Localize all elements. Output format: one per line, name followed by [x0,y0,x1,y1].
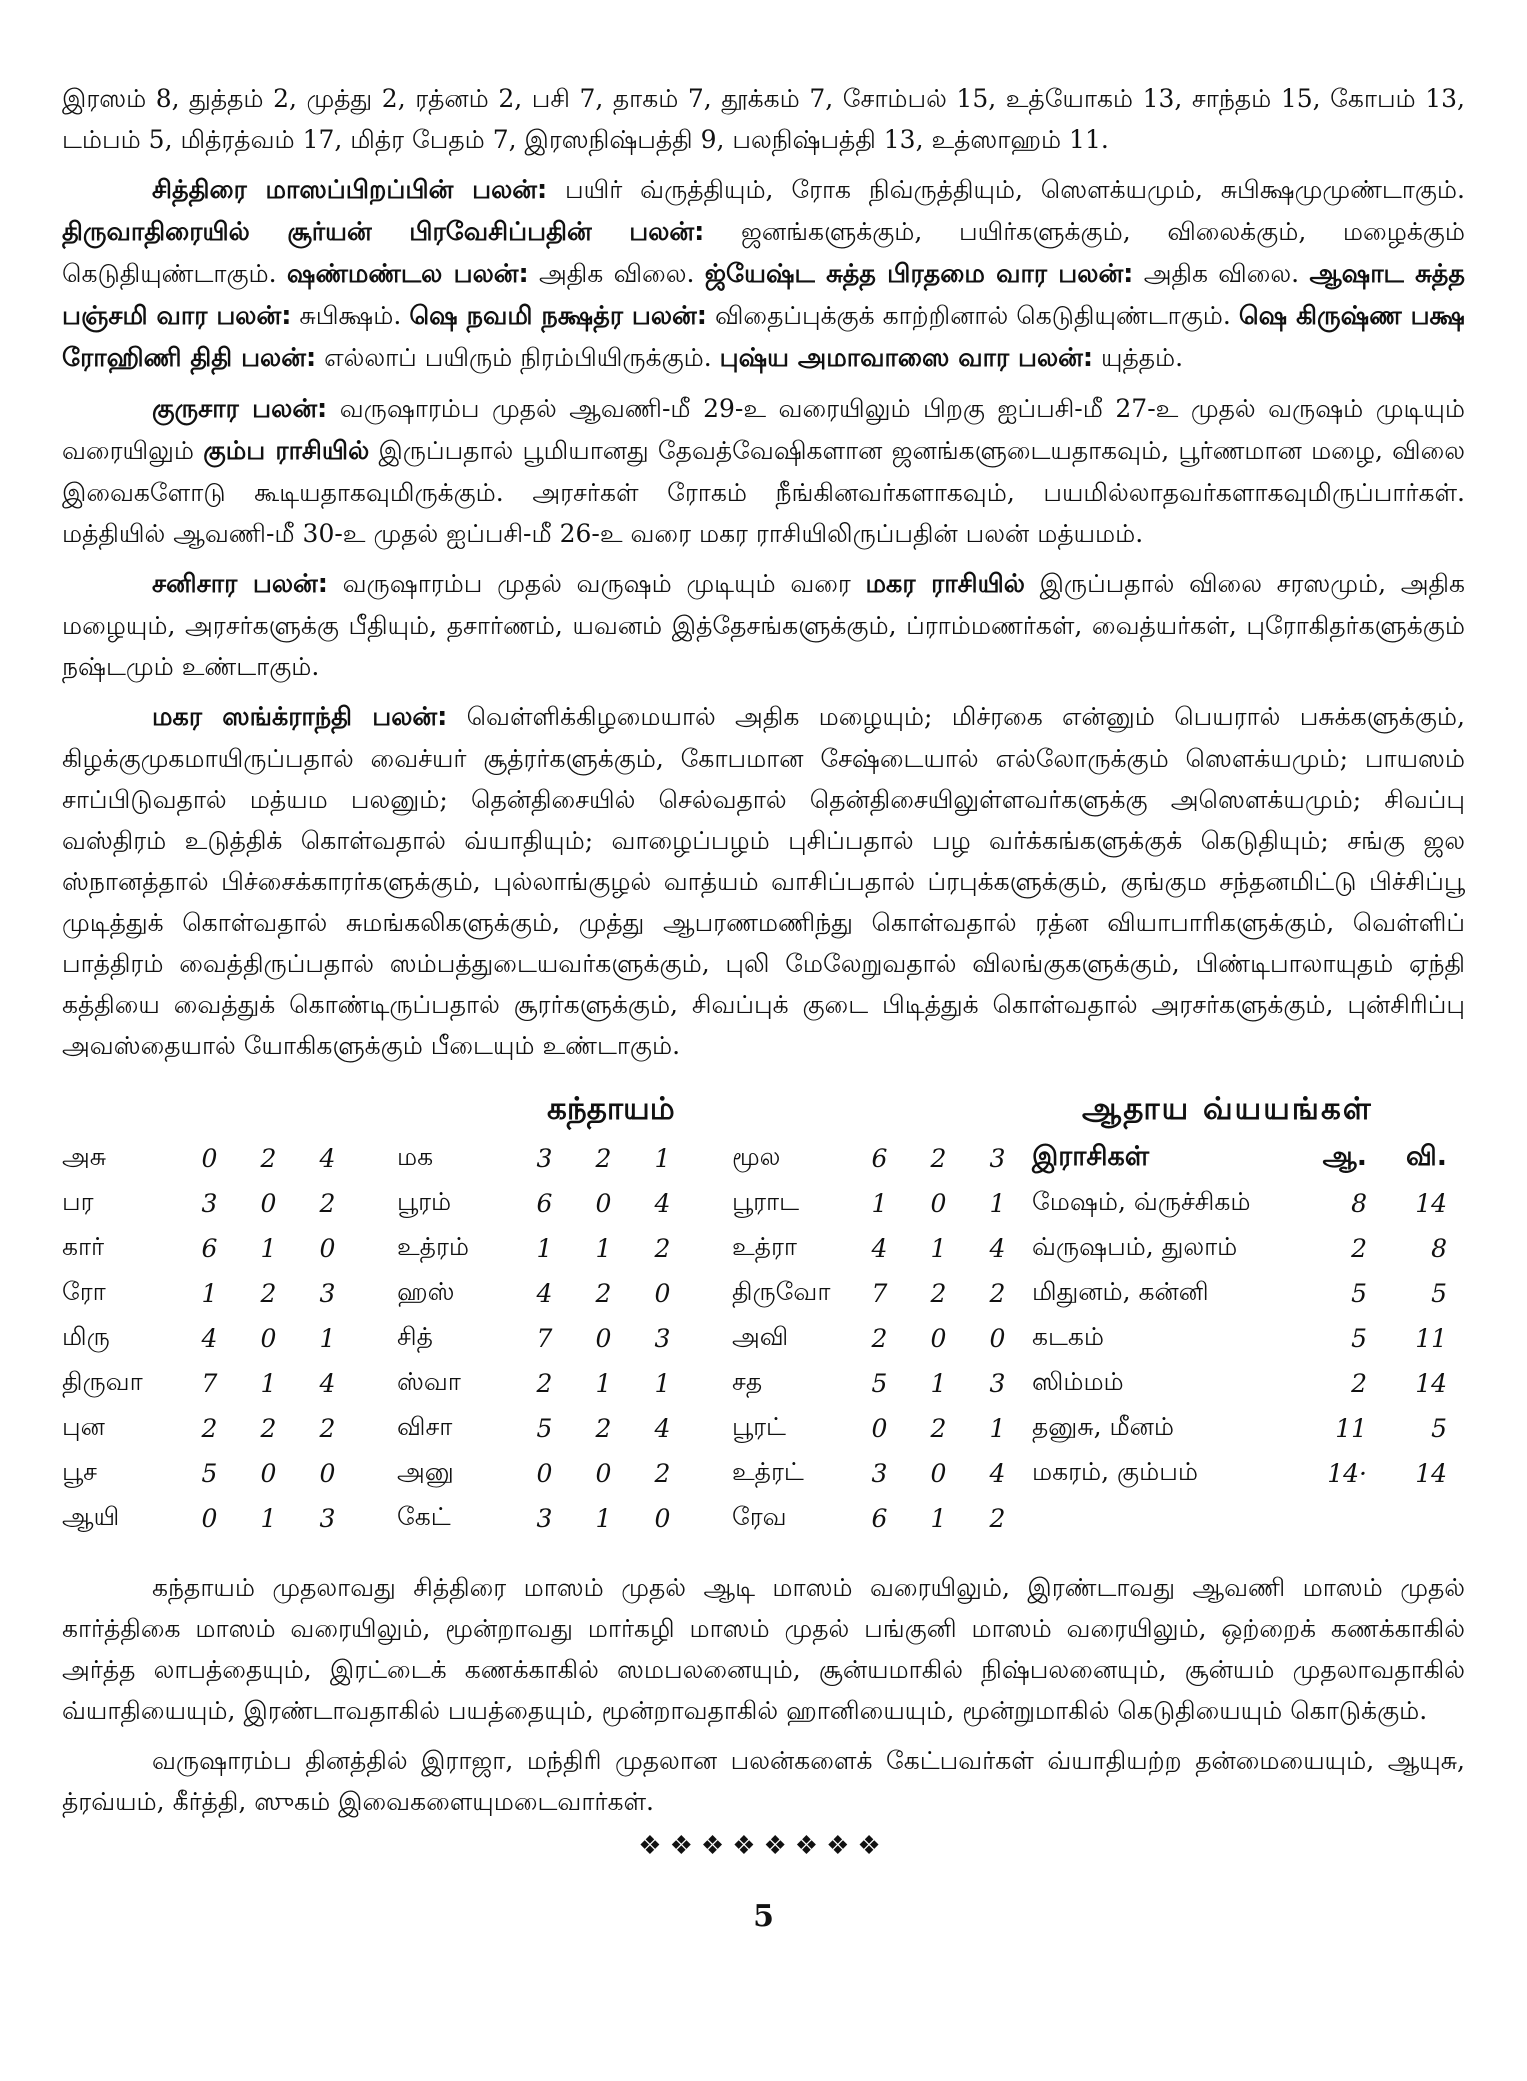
value-cell: 3 [536,1144,553,1173]
value-cell: 0 [595,1189,612,1218]
value-cell: 1 [989,1414,1006,1443]
value-cell: 5 [536,1414,553,1443]
value-cell: 2 [654,1459,671,1488]
value-cell: 2 [260,1279,277,1308]
value-cell: 2 [319,1414,336,1443]
nakshatra-cell: பூரட் [732,1412,786,1441]
rasi-cell: கடகம் [1032,1322,1104,1351]
nakshatra-cell: புன [62,1412,105,1441]
value-cell: 0 [930,1459,947,1488]
nakshatra-cell: பூரம் [397,1187,452,1216]
value-cell: 2 [595,1279,612,1308]
nakshatra-cell: பூச [62,1457,97,1486]
value-cell: 2 [260,1414,277,1443]
table-row [1032,1361,1447,1406]
value-cell: 1 [930,1234,947,1263]
value-cell: 6 [871,1504,888,1533]
nakshatra-cell: சித் [397,1322,433,1351]
ornament-divider: ❖❖❖❖❖❖❖❖ [638,1831,889,1861]
nakshatra-cell: ஆயி [62,1502,120,1531]
table-row [62,1496,1027,1541]
value-cell: 3 [201,1189,218,1218]
table-row [1032,1181,1447,1226]
nakshatra-cell: ரோ [62,1277,106,1306]
aayam-cell: 8 [1351,1189,1367,1218]
value-cell: 6 [201,1234,218,1263]
value-cell: 3 [319,1504,336,1533]
value-cell: 7 [536,1324,553,1353]
nakshatra-cell: விசா [397,1412,453,1441]
value-cell: 0 [595,1459,612,1488]
value-cell: 4 [654,1189,671,1218]
value-cell: 2 [989,1504,1006,1533]
rasi-cell: மிதுனம், கன்னி [1032,1277,1209,1306]
nakshatra-cell: உத்ரா [732,1232,797,1261]
table-row [62,1406,1027,1451]
vyayam-cell: 5 [1431,1279,1447,1308]
value-cell: 0 [260,1324,277,1353]
value-cell: 2 [595,1144,612,1173]
heading-thiruvathirai: திருவாதிரையில் சூர்யன் பிரவேசிப்பதின் பலன்: [62,217,705,247]
vyayam-cell: 14 [1415,1189,1447,1218]
table-row [1032,1271,1447,1316]
value-cell: 0 [260,1189,277,1218]
nakshatra-cell: மக [397,1142,434,1171]
athaya-title: ஆதாய வ்யயங்கள் [1082,1091,1373,1127]
athaya-header-row [1032,1136,1447,1181]
value-cell: 6 [536,1189,553,1218]
value-cell: 3 [536,1504,553,1533]
value-cell: 1 [260,1234,277,1263]
value-cell: 2 [930,1279,947,1308]
table-row [1032,1406,1447,1451]
table-row [62,1361,1027,1406]
value-cell: 3 [871,1459,888,1488]
vyayam-cell: 5 [1431,1414,1447,1443]
value-cell: 4 [319,1144,336,1173]
vyayam-cell: 14 [1415,1369,1447,1398]
nakshatra-cell: அசு [62,1142,107,1171]
rasi-cell: மேஷம், வ்ருச்சிகம் [1032,1187,1251,1216]
athaya-table [1032,1136,1447,1496]
sanisara-paragraph: சனிசார பலன்: வருஷாரம்ப முதல் வருஷம் முடியும் வரை மகர ராசியில் இருப்பதால் விலை சரஸமும், அதிக மழையும், அரசர்களுக்கு பீதியும், தசார்ணம், யவனம் இத்தேசங்களுக்கும், ப்ராம்மணர்கள், வைத்யர்கள், புரோகிதர்களுக்கும் நஷ்டமும் உண்டாகும். [62,569,1466,681]
value-cell: 0 [595,1324,612,1353]
sankranthi-paragraph: மகர ஸங்க்ராந்தி பலன்: வெள்ளிக்கிழமையால் அதிக மழையும்; மிச்ரகை என்னும் பெயரால் பசுக்களுக்கும், கிழக்குமுகமாயிருப்பதால் வைச்யர் சூத்ரர்களுக்கும், கோபமான சேஷ்டையால் எல்லோருக்கும் ஸௌக்யமும்; பாயஸம் சாப்பிடுவதால் மத்யம பலனும்; தென்திசையில் செல்வதால் தென்திசையிலுள்ளவர்களுக்கு அஸௌக்யமும்; சிவப்பு வஸ்திரம் உடுத்திக் கொள்வதால் வ்யாதியும்; வாழைப்பழம் புசிப்பதால் பழ வர்க்கங்களுக்குக் கெடுதியும்; சங்கு ஜல ஸ்நானத்தால் பிச்சைக்காரர்களுக்கும், புல்லாங்குழல் வாத்யம் வாசிப்பதால் ப்ரபுக்களுக்கும், குங்கும சந்தனமிட்டு பிச்சிப்பூ முடித்துக் கொள்வதால் சுமங்கலிகளுக்கும், முத்து ஆபரணமணிந்து கொள்வதால் ரத்ன வியாபாரிகளுக்கும், வெள்ளிப் பாத்திரம் வைத்திருப்பதால் ஸம்பத்துடையவர்களுக்கும், புலி மேலேறுவதால் விலங்குகளுக்கும், பிண்டிபாலாயுதம் ஏந்தி கத்தியை வைத்துக் கொண்டிருப்பதால் சூரர்களுக்கும், சிவப்புக் குடை பிடித்துக் கொள்வதால் அரசர்களுக்கும், புன்சிரிப்பு அவஸ்தையால் யோகிகளுக்கும் பீடையும் உண்டாகும். [62,702,1465,1060]
value-cell: 1 [536,1234,553,1263]
nakshatra-cell: அவி [732,1322,789,1351]
value-cell: 0 [319,1234,336,1263]
value-cell: 0 [989,1324,1006,1353]
value-cell: 4 [536,1279,553,1308]
kanthayam-table [62,1136,1027,1541]
table-row [62,1271,1027,1316]
table-row [62,1136,1027,1181]
nakshatra-cell: கேட் [397,1502,451,1531]
value-cell: 2 [871,1324,888,1353]
aayam-cell: 2 [1351,1234,1367,1263]
value-cell: 0 [201,1504,218,1533]
aayam-cell: 14· [1327,1459,1367,1488]
value-cell: 4 [201,1324,218,1353]
value-cell: 2 [319,1189,336,1218]
table-row [1032,1451,1447,1496]
value-cell: 0 [654,1279,671,1308]
value-cell: 3 [319,1279,336,1308]
value-cell: 0 [930,1189,947,1218]
value-cell: 3 [989,1369,1006,1398]
value-cell: 0 [260,1459,277,1488]
heading-chithirai: சித்திரை மாஸப்பிறப்பின் பலன்: [152,175,548,205]
closing-paragraph: வருஷாரம்ப தினத்தில் இராஜா, மந்திரி முதலான பலன்களைக் கேட்பவர்கள் வ்யாதியற்ற தன்மையையும், ஆயுசு, த்ரவ்யம், கீர்த்தி, ஸுகம் இவைகளையுமடைவார்கள். [62,1746,1465,1816]
value-cell: 0 [654,1504,671,1533]
heading-makara: மகர ராசியில் [865,569,1025,599]
value-cell: 5 [201,1459,218,1488]
table-row [1032,1316,1447,1361]
value-cell: 1 [654,1369,671,1398]
value-cell: 4 [871,1234,888,1263]
heading-jyeshta: ஜ்யேஷ்ட சுத்த பிரதமை வார பலன்: [704,259,1134,289]
value-cell: 0 [201,1144,218,1173]
header-vyayam: வி. [1406,1141,1447,1172]
heading-ashada: ஆஷாட சுத்த பஞ்சமி வார பலன்: [62,259,1465,331]
table-row [1032,1226,1447,1271]
athaya-section [1032,1082,1465,1541]
gurusara-paragraph: குருசார பலன்: வருஷாரம்ப முதல் ஆவணி-மீ 29-உ வரையிலும் பிறகு ஐப்பசி-மீ 27-உ முதல் வருஷம் முடியும் வரையிலும் கும்ப ராசியில் இருப்பதால் பூமியானது தேவத்வேஷிகளான ஜனங்களுடையதாகவும், பூர்ணமான மழை, விலை இவைகளோடு கூடியதாகவுமிருக்கும். அரசர்கள் ரோகம் நீங்கினவர்களாகவும், பயமில்லாதவர்களாகவுமிருப்பார்கள். மத்தியில் ஆவணி-மீ 30-உ முதல் ஐப்பசி-மீ 26-உ வரை மகர ராசியிலிருப்பதின் பலன் மத்யமம். [62,394,1465,548]
vyayam-cell: 11 [1415,1324,1447,1353]
rasi-cell: தனுசு, மீனம் [1032,1412,1175,1441]
aayam-cell: 2 [1351,1369,1367,1398]
header-rasi: இராசிகள் [1032,1141,1150,1172]
table-row [62,1316,1027,1361]
value-cell: 2 [930,1144,947,1173]
tables-section [62,1082,1465,1541]
value-cell: 2 [654,1234,671,1263]
aayam-cell: 11 [1335,1414,1367,1443]
value-cell: 1 [654,1144,671,1173]
value-cell: 1 [595,1234,612,1263]
value-cell: 4 [654,1414,671,1443]
nakshatra-cell: அனு [397,1457,454,1486]
value-cell: 0 [536,1459,553,1488]
aayam-cell: 5 [1351,1279,1367,1308]
heading-gurusara: குருசார பலன்: [152,394,328,424]
vyayam-cell: 14 [1415,1459,1447,1488]
rasi-cell: ஸிம்மம் [1032,1367,1124,1396]
value-cell: 1 [930,1369,947,1398]
vyayam-cell: 8 [1431,1234,1447,1263]
table-row [62,1181,1027,1226]
nakshatra-cell: சத [732,1367,763,1396]
value-cell: 4 [989,1459,1006,1488]
table-row [62,1451,1027,1496]
value-cell: 2 [930,1414,947,1443]
value-cell: 2 [536,1369,553,1398]
aayam-cell: 5 [1351,1324,1367,1353]
value-cell: 2 [260,1144,277,1173]
heading-rohini: ஷெ கிருஷ்ண பக்ஷ ரோஹிணி திதி பலன்: [62,301,1465,373]
nakshatra-cell: ரேவ [732,1502,787,1531]
value-cell: 2 [989,1279,1006,1308]
value-cell: 1 [260,1504,277,1533]
heading-shanmandala: ஷண்மண்டல பலன்: [286,259,529,289]
value-cell: 1 [201,1279,218,1308]
value-cell: 2 [201,1414,218,1443]
value-cell: 1 [595,1369,612,1398]
nakshatra-cell: மூல [732,1142,781,1171]
value-cell: 4 [989,1234,1006,1263]
intro-paragraph: இரஸம் 8, துத்தம் 2, முத்து 2, ரத்னம் 2, பசி 7, தாகம் 7, தூக்கம் 7, சோம்பல் 15, உத்யோகம் 13, சாந்தம் 15, கோபம் 13, டம்பம் 5, மித்ரத்வம் 17, மித்ர பேதம் 7, இரஸநிஷ்பத்தி 9, பலநிஷ்பத்தி 13, உத்ஸாஹம் 11. [62,84,1465,154]
nakshatra-cell: மிரு [62,1322,110,1351]
value-cell: 3 [989,1144,1006,1173]
value-cell: 7 [201,1369,218,1398]
value-cell: 0 [930,1324,947,1353]
kanthayam-section [62,1082,1032,1541]
value-cell: 1 [989,1189,1006,1218]
heading-sanisara: சனிசார பலன்: [152,569,328,599]
value-cell: 2 [595,1414,612,1443]
value-cell: 1 [871,1189,888,1218]
nakshatra-cell: திருவா [62,1367,143,1396]
nakshatra-cell: ஸ்வா [397,1367,461,1396]
value-cell: 4 [319,1369,336,1398]
heading-navami: ஷெ நவமி நக்ஷத்ர பலன்: [409,301,707,331]
nakshatra-cell: திருவோ [732,1277,831,1306]
kanthayam-explanation: கந்தாயம் முதலாவது சித்திரை மாஸம் முதல் ஆடி மாஸம் வரையிலும், இரண்டாவது ஆவணி மாஸம் முதல் கார்த்திகை மாஸம் வரையிலும், மூன்றாவது மார்கழி மாஸம் முதல் பங்குனி மாஸம் வரையிலும், ஒற்றைக் கணக்காகில் அர்த்த லாபத்தையும், இரட்டைக் கணக்காகில் ஸமபலனையும், சூன்யமாகில் நிஷ்பலனையும், சூன்யம் முதலாவதாகில் வ்யாதியையும், இரண்டாவதாகில் பயத்தையும், மூன்றாவதாகில் ஹானியையும், மூன்றுமாகில் கெடுதியையும் கொடுக்கும். [62,1573,1465,1725]
nakshatra-cell: கார் [62,1232,105,1261]
page-number: 5 [753,1899,774,1934]
nakshatra-cell: பூராட [732,1187,800,1216]
value-cell: 7 [871,1279,888,1308]
chithirai-paragraph: சித்திரை மாஸப்பிறப்பின் பலன்: பயிர் வ்ருத்தியும், ரோக நிவ்ருத்தியும், ஸௌக்யமும், சுபிக்ஷமுமுண்டாகும். திருவாதிரையில் சூர்யன் பிரவேசிப்பதின் பலன்: ஜனங்களுக்கும், பயிர்களுக்கும், விலைக்கும், மழைக்கும் கெடுதியுண்டாகும். ஷண்மண்டல பலன்: அதிக விலை. ஜ்யேஷ்ட சுத்த பிரதமை வார பலன்: அதிக விலை. ஆஷாட சுத்த பஞ்சமி வார பலன்: சுபிக்ஷம். ஷெ நவமி நக்ஷத்ர பலன்: விதைப்புக்குக் காற்றினால் கெடுதியுண்டாகும். ஷெ கிருஷ்ண பக்ஷ ரோஹிணி திதி பலன்: எல்லாப் பயிரும் நிரம்பியிருக்கும். புஷ்ய அமாவாஸை வார பலன்: யுத்தம். [62,175,1465,373]
header-aayam: ஆ. [1322,1141,1367,1172]
value-cell: 1 [260,1369,277,1398]
nakshatra-cell: பர [62,1187,94,1216]
heading-sankranthi: மகர ஸங்க்ராந்தி பலன்: [152,702,448,732]
value-cell: 3 [654,1324,671,1353]
rasi-cell: வ்ருஷபம், துலாம் [1032,1232,1238,1261]
nakshatra-cell: ஹஸ் [397,1277,455,1306]
value-cell: 0 [871,1414,888,1443]
value-cell: 1 [319,1324,336,1353]
value-cell: 6 [871,1144,888,1173]
kanthayam-title: கந்தாயம் [547,1091,675,1127]
value-cell: 1 [930,1504,947,1533]
heading-pushya: புஷ்ய அமாவாஸை வார பலன்: [719,343,1094,373]
value-cell: 1 [595,1504,612,1533]
nakshatra-cell: உத்ரம் [397,1232,469,1261]
value-cell: 5 [871,1369,888,1398]
nakshatra-cell: உத்ரட் [732,1457,804,1486]
table-row [62,1226,1027,1271]
rasi-cell: மகரம், கும்பம் [1032,1457,1198,1486]
heading-kumbha: கும்ப ராசியில் [203,436,370,466]
value-cell: 0 [319,1459,336,1488]
